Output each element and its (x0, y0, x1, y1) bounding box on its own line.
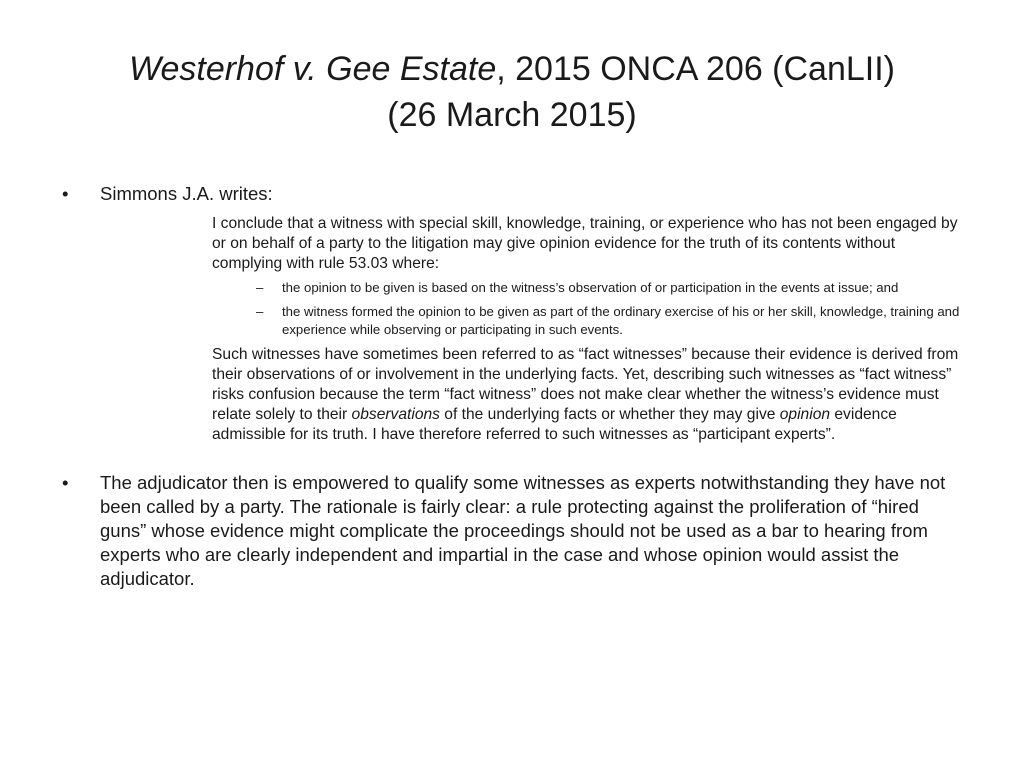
block-quote (212, 214, 968, 445)
bullet-text: The adjudicator then is empowered to qualify some witnesses as experts notwithstanding they have not been called by a party. The rationale is fairly clear: a rule protecting against the proliferation of “hired guns” whose evidence might complicate the proceedings should not be used as a bar to hearing from experts who are clearly independent and impartial in the case and whose opinion would assist the adjudicator. (100, 472, 946, 589)
title-line-1 (90, 46, 934, 92)
case-name: Westerhof v. Gee Estate (128, 50, 497, 88)
bullet-label: Simmons J.A. writes: (100, 183, 273, 204)
dash-marker: – (256, 280, 264, 295)
dash-marker: – (256, 304, 264, 319)
quote-conditions-list (212, 279, 968, 339)
followup-text-3: evidence admissible for its truth. I have therefore referred to such witnesses as “participant experts”. (212, 406, 897, 443)
quote-condition-item (212, 279, 968, 297)
quote-followup (212, 345, 968, 445)
condition-text: the witness formed the opinion to be given as part of the ordinary exercise of his or her skill, knowledge, training and experience while observing or participating in such events. (282, 304, 960, 337)
followup-text-2: of the underlying facts or whether they may give (439, 406, 780, 423)
followup-text-1: Such witnesses have sometimes been referred to as “fact witnesses” because their evidence is derived from their observations of or involvement in the underlying facts. Yet, describing such witnesses as “fact witness” risks confusion because the term “fact witness” does not make clear whether the witness’s evidence must relate solely to their (212, 346, 959, 423)
bullet-marker: • (62, 472, 69, 493)
bullet-item (58, 471, 968, 591)
slide-body (58, 182, 968, 591)
bullet-marker: • (62, 183, 69, 204)
quote-condition-item (212, 303, 968, 339)
bullet-item (58, 182, 968, 445)
slide-title (90, 46, 934, 138)
followup-emphasis-opinion: opinion (779, 406, 831, 423)
quote-intro: I conclude that a witness with special skill, knowledge, training, or experience who has not been engaged by or on behalf of a party to the litigation may give opinion evidence for the truth of its contents without complying with rule 53.03 where: (212, 215, 958, 272)
followup-emphasis-observations: observations (351, 406, 440, 423)
condition-text: the opinion to be given is based on the witness’s observation of or participation in the events at issue; and (282, 280, 899, 295)
case-citation: , 2015 ONCA 206 (CanLII) (496, 50, 896, 88)
case-date: (26 March 2015) (387, 96, 637, 134)
